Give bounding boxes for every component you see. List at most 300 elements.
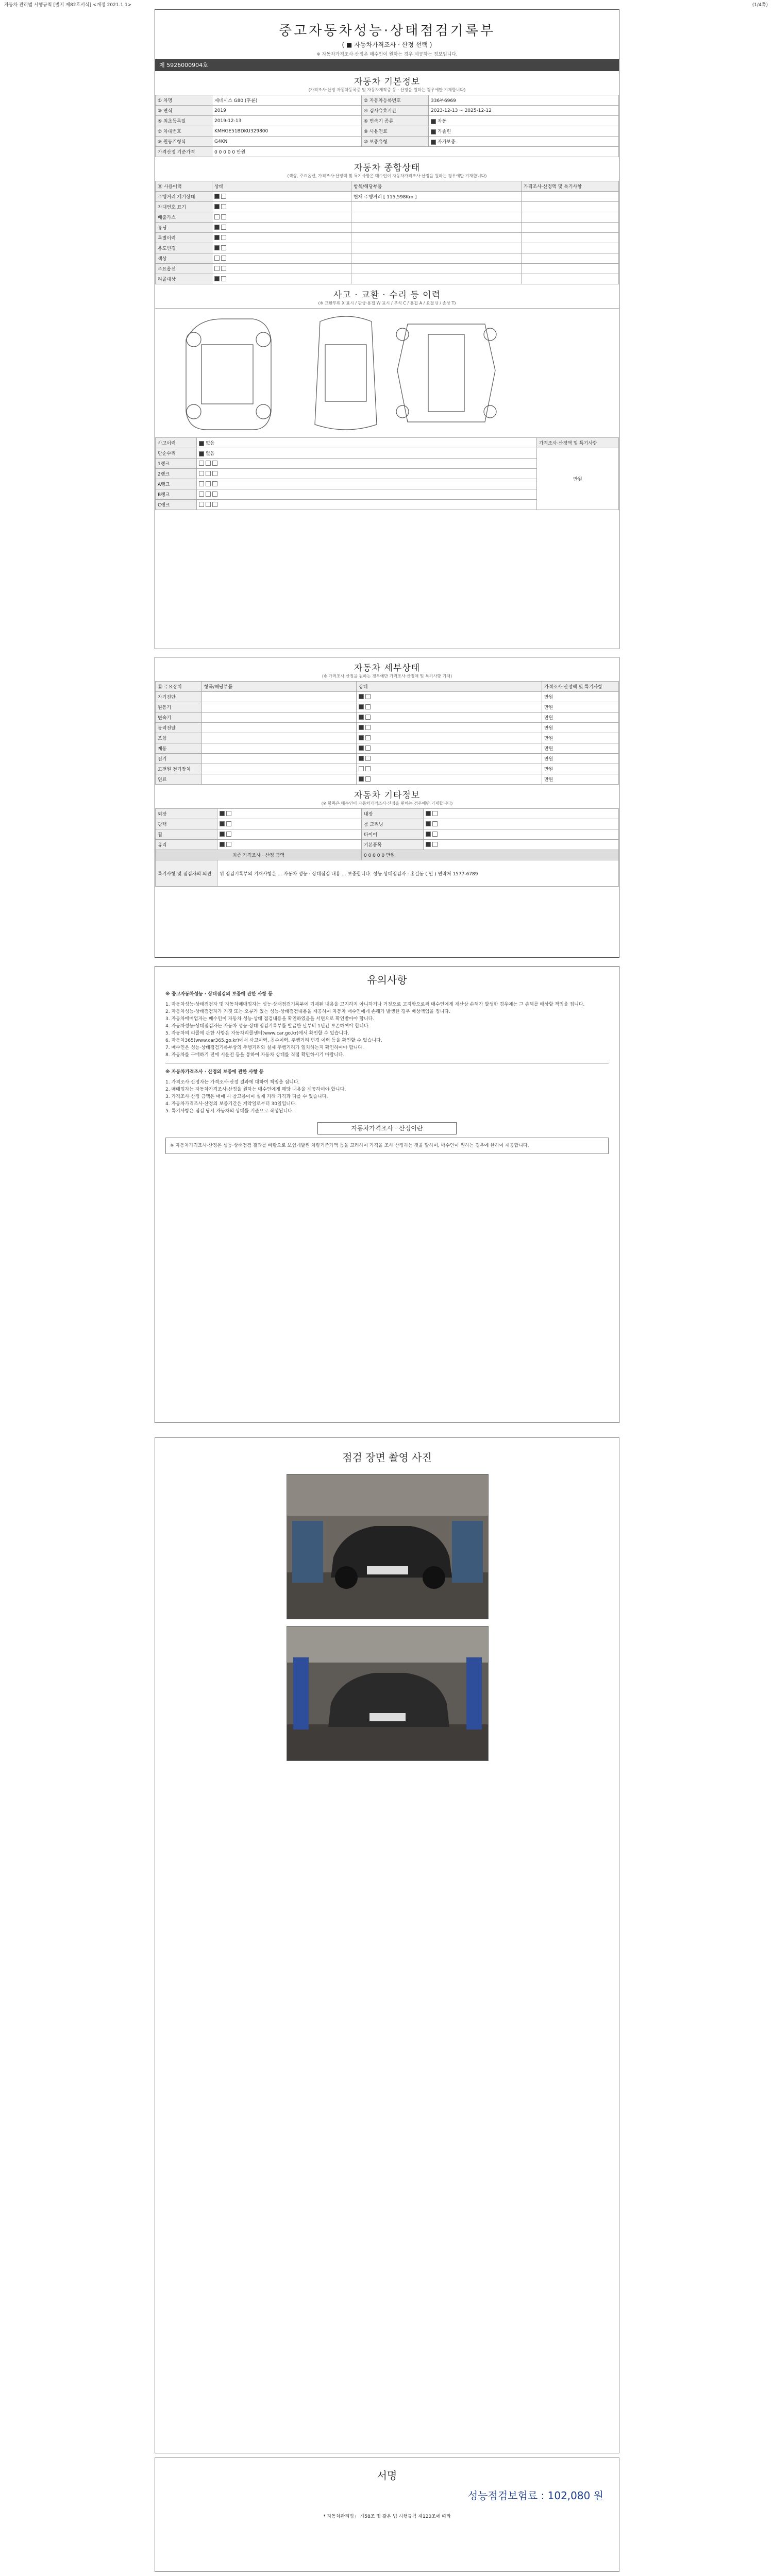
checkbox-icon [221, 214, 226, 219]
table-row [156, 764, 619, 774]
checkbox-icon [220, 832, 225, 837]
checkbox-icon [206, 461, 211, 466]
rank-label: 1랭크 [156, 459, 197, 469]
basic-info-title: 자동차 기본정보 [354, 77, 421, 87]
summary-title: 자동차 종합상태 [354, 163, 421, 173]
detail-price: 만원 [542, 723, 619, 733]
detail-title: 자동차 세부상태 [354, 663, 421, 673]
notice-item: 4. 자동차가격조사·산정의 보증기간은 계약일로부터 30일입니다. [165, 1101, 297, 1107]
detail-part [202, 713, 357, 723]
notice-item: 5. 특기사항은 점검 당시 자동차의 상태를 기준으로 작성됩니다. [165, 1109, 294, 1114]
wheel-icon [484, 328, 496, 341]
checkbox-icon [206, 481, 211, 486]
other-state [217, 829, 362, 840]
notice-item: 1. 가격조사·산정자는 가격조사·산정 결과에 대하여 책임을 집니다. [165, 1080, 300, 1085]
table-row [156, 202, 619, 212]
detail-state [357, 774, 542, 785]
table-row [156, 774, 619, 785]
price-info-text: ※ 자동차가격조사·산정은 성능·상태점검 결과를 바탕으로 보험개발원 차량기준가액 등을 고려하여 가격을 조사·산정하는 것을 말하며, 매수인이 원하는 경우에 한하여 제공합니다. [165, 1138, 609, 1154]
detail-head-3: 상태 [357, 682, 542, 692]
summary-item: 배출가스 [156, 212, 212, 223]
rank-options [197, 469, 537, 479]
document-header [155, 10, 619, 71]
form-header-line [0, 0, 773, 7]
summary-price [522, 243, 619, 253]
summary-item: 용도변경 [156, 243, 212, 253]
table-row [156, 181, 619, 192]
price-basis-label: 가격산정 기준가격 [156, 147, 212, 157]
table-row [156, 743, 619, 754]
checkbox-icon [221, 225, 226, 230]
summary-head-3: 항목/해당부품 [351, 181, 522, 192]
other-item: 휠 [156, 829, 217, 840]
year-value: 2019 [212, 106, 362, 116]
checkbox-icon [220, 842, 225, 847]
inspection-photo-rear [287, 1626, 489, 1761]
plate-label: ② 자동차등록번호 [362, 95, 429, 106]
checkbox-icon [359, 725, 364, 730]
group-electric: 전기 [156, 754, 202, 764]
checkbox-icon [226, 811, 231, 816]
notice-section-2-title: ※ 자동차가격조사 · 산정의 보증에 관한 사항 등 [165, 1070, 264, 1075]
signature-title: 서명 [377, 2469, 397, 2482]
checkbox-icon [226, 842, 231, 847]
detail-price: 만원 [542, 774, 619, 785]
checkbox-icon [199, 471, 204, 476]
table-row [156, 682, 619, 692]
checkbox-icon [221, 204, 226, 209]
document-note: ※ 자동차가격조사·산정은 매수인이 원하는 경우 제공하는 정보입니다. [316, 52, 458, 57]
checkbox-icon [199, 492, 204, 497]
checkbox-icon [206, 471, 211, 476]
checkbox-icon [226, 832, 231, 837]
checkbox-icon [220, 811, 225, 816]
checkbox-icon [365, 725, 371, 730]
transmission-label: ⑥ 변속기 종류 [362, 116, 429, 126]
opinion-text: 위 점검기록부의 기재사항은 ... 자동차 성능 · 상태점검 내용 ... 보증합니다. 성능 상태점검자 : 홍길동 ( 인 ) 연락처 1577-6789 [217, 860, 619, 887]
summary-part [351, 202, 522, 212]
wheel-icon [256, 404, 271, 419]
photo-title: 점검 장면 촬영 사진 [342, 1451, 432, 1464]
checkbox-icon [199, 451, 204, 456]
opinion-label: 특기사항 및 점검자의 의견 [156, 860, 217, 887]
table-row [156, 723, 619, 733]
checkbox-icon [432, 842, 438, 847]
notice-body [155, 991, 619, 1154]
summary-state [212, 253, 351, 264]
car-top-outline [315, 316, 377, 430]
checkbox-icon [365, 715, 371, 720]
detail-state [357, 702, 542, 713]
table-row [156, 819, 619, 829]
rank-options [197, 459, 537, 469]
detail-state [357, 692, 542, 702]
checkbox-icon [206, 502, 211, 507]
detail-head-4: 가격조사·산정액 및 특기사항 [542, 682, 619, 692]
notice-section [155, 966, 619, 1423]
checkbox-icon [359, 766, 364, 771]
summary-state [212, 212, 351, 223]
summary-part [351, 233, 522, 243]
detail-state [357, 713, 542, 723]
detail-price: 만원 [542, 733, 619, 743]
other-info-note: (※ 항목은 매수인이 자동차가격조사·산정을 원하는 경우에만 기재합니다) [321, 801, 453, 806]
rank-options [197, 489, 537, 500]
summary-state [212, 233, 351, 243]
group-powertrain: 동력전달 [156, 723, 202, 733]
notice-item: 5. 자동차의 리콜에 관한 사항은 자동차리콜센터(www.car.go.kr)에서 확인할 수 있습니다. [165, 1031, 349, 1036]
basic-info-table [155, 95, 619, 157]
accident-title: 사고 · 교환 · 수리 등 이력 [333, 290, 441, 300]
summary-table [155, 181, 619, 284]
detail-head-1: ⑫ 주요장치 [156, 682, 202, 692]
rank-options [197, 479, 537, 489]
other-state [424, 809, 619, 819]
checkbox-icon [426, 821, 431, 826]
notice-item: 1. 자동차성능·상태점검자 및 자동차매매업자는 성능·상태점검기록부에 기재된 내용을 고지하지 아니하거나 거짓으로 고지함으로써 매수인에게 재산상 손해가 발생한 경우에는 그 손해를 배상할 책임을 집니다. [165, 1002, 585, 1007]
rank-label: C랭크 [156, 500, 197, 510]
detail-price: 만원 [542, 754, 619, 764]
detail-table [155, 681, 619, 785]
checkbox-icon [365, 694, 371, 699]
checkbox-icon [212, 502, 217, 507]
other-state [424, 829, 619, 840]
checkbox-icon [214, 225, 220, 230]
inspection-photo-front [287, 1474, 489, 1619]
summary-state [212, 264, 351, 274]
summary-item: 주요옵션 [156, 264, 212, 274]
car-photo-image [287, 1475, 488, 1619]
car-frame-outline [397, 324, 495, 422]
summary-head-1: ⑪ 사용이력 [156, 181, 212, 192]
accident-right-head: 가격조사·산정액 및 특기사항 [537, 438, 619, 448]
summary-state [212, 202, 351, 212]
other-item: 타이어 [362, 829, 424, 840]
table-row [156, 126, 619, 137]
summary-price [522, 233, 619, 243]
summary-part [351, 264, 522, 274]
group-steering: 조향 [156, 733, 202, 743]
document-title: 중고자동차성능·상태점검기록부 [279, 23, 495, 39]
other-state [424, 819, 619, 829]
checkbox-icon [214, 204, 220, 209]
summary-item: 특별이력 [156, 233, 212, 243]
notice-item: 2. 매매업자는 자동차가격조사·산정을 원하는 매수인에게 해당 내용을 제공하여야 합니다. [165, 1087, 346, 1092]
checkbox-icon [365, 776, 371, 782]
document-subtitle: ( ■ 자동차가격조사 · 산정 선택 ) [342, 41, 432, 48]
detail-state [357, 764, 542, 774]
group-self-diagnosis: 자기진단 [156, 692, 202, 702]
detail-head-2: 항목/해당부품 [202, 682, 357, 692]
notice-item: 8. 자동차를 구매하기 전에 시운전 등을 통하여 자동차 상태를 직접 확인하시기 바랍니다. [165, 1053, 345, 1058]
checkbox-icon [199, 481, 204, 486]
car-name-label: ① 차명 [156, 95, 212, 106]
checkbox-icon [214, 194, 220, 199]
summary-note: (색상, 주요옵션, 가격조사·산정액 및 특기사항은 매수인이 자동차가격조사·산정을 원하는 경우에만 기재합니다) [287, 174, 487, 178]
table-row [156, 809, 619, 819]
simple-repair-value [197, 448, 537, 459]
detail-part [202, 743, 357, 754]
checkbox-icon [220, 821, 225, 826]
rank-options [197, 500, 537, 510]
checkbox-icon [359, 756, 364, 761]
table-row [156, 264, 619, 274]
detail-part [202, 723, 357, 733]
summary-state [212, 243, 351, 253]
insurance-fee: 성능점검보험료 : 102,080 원 [467, 2489, 603, 2502]
car-left-outline [186, 319, 271, 430]
accident-price: 만원 [537, 448, 619, 510]
notice-item: 3. 가격조사·산정 금액은 매매 시 참고용이며 실제 거래 가격과 다를 수 있습니다. [165, 1094, 328, 1099]
checkbox-icon [226, 821, 231, 826]
summary-item: 튜닝 [156, 223, 212, 233]
summary-part [351, 243, 522, 253]
detail-part [202, 754, 357, 764]
checkbox-icon [212, 481, 217, 486]
first-registration-value: 2019-12-13 [212, 116, 362, 126]
car-diagram-area [155, 308, 619, 437]
wheel-icon [187, 404, 201, 419]
checkbox-icon [365, 766, 371, 771]
summary-item: 리콜대상 [156, 274, 212, 284]
table-row [156, 106, 619, 116]
checkbox-icon [199, 441, 204, 446]
other-info-title: 자동차 기타정보 [354, 790, 421, 801]
detail-state [357, 743, 542, 754]
price-info-bar: 자동차가격조사 · 산정이란 [317, 1122, 457, 1134]
checkbox-icon [221, 266, 226, 271]
checkbox-icon [214, 235, 220, 240]
checkbox-icon [359, 776, 364, 782]
table-row [156, 192, 619, 202]
checkbox-icon [221, 194, 226, 199]
car-frame-inner [428, 334, 464, 412]
transmission-value [429, 116, 619, 126]
other-item: 유리 [156, 840, 217, 850]
accident-history-text: 없음 [206, 441, 215, 446]
vin-label: ⑦ 차대번호 [156, 126, 212, 137]
notice-item: 2. 자동차성능·상태점검자가 거짓 또는 오류가 있는 성능·상태점검내용을 제공하여 자동차 매수인에게 손해가 발생한 경우 배상책임을 집니다. [165, 1009, 450, 1014]
summary-price [522, 212, 619, 223]
notice-item: 7. 매수인은 성능·상태점검기록부상의 주행거리와 실제 주행거리가 일치하는지 확인하여야 합니다. [165, 1045, 364, 1050]
table-row [156, 223, 619, 233]
wheel-icon [396, 328, 409, 341]
legal-footnote: * 자동차관리법」 제58조 및 같은 법 시행규칙 제120조에 따라 [323, 2514, 451, 2519]
table-row [156, 840, 619, 850]
wheel-icon [396, 405, 409, 418]
checkbox-icon [359, 694, 364, 699]
signature-section [155, 2458, 619, 2572]
detail-part [202, 774, 357, 785]
transmission-text: 자동 [438, 119, 447, 124]
table-row [156, 116, 619, 126]
fuel-label: ⑧ 사용연료 [362, 126, 429, 137]
checkbox-icon [365, 745, 371, 751]
warranty-label: ⑩ 보증유형 [362, 137, 429, 147]
table-row [156, 692, 619, 702]
checkbox-icon [426, 832, 431, 837]
checkbox-icon [199, 502, 204, 507]
table-row [156, 448, 619, 459]
summary-price [522, 202, 619, 212]
summary-part [351, 274, 522, 284]
final-price-label: 최종 가격조사 · 산정 금액 [156, 850, 362, 860]
summary-price [522, 274, 619, 284]
group-transmission: 변속기 [156, 713, 202, 723]
table-row [156, 243, 619, 253]
divider [165, 1063, 609, 1064]
summary-price [522, 192, 619, 202]
other-state [217, 840, 362, 850]
engine-value: G4KN [212, 137, 362, 147]
summary-part [351, 223, 522, 233]
summary-head-4: 가격조사·산정액 및 특기사항 [522, 181, 619, 192]
table-row [156, 860, 619, 887]
fuel-value [429, 126, 619, 137]
warranty-value [429, 137, 619, 147]
checkbox-icon [221, 235, 226, 240]
table-row [156, 274, 619, 284]
table-row [156, 850, 619, 860]
checkbox-icon [221, 245, 226, 250]
checkbox-icon [431, 129, 436, 134]
detail-price: 만원 [542, 692, 619, 702]
checkbox-icon [212, 492, 217, 497]
inspection-validity-value: 2023-12-13 ~ 2025-12-12 [429, 106, 619, 116]
table-row [156, 212, 619, 223]
accident-history-value [197, 438, 537, 448]
photo-section [155, 1437, 619, 2453]
notice-item: 4. 자동차성능·상태점검자는 자동차 성능·상태 점검기록부를 발급한 날부터 1년간 보존하여야 합니다. [165, 1024, 370, 1029]
table-row [156, 733, 619, 743]
notice-item: 6. 자동차365(www.car365.go.kr)에서 사고이력, 침수이력, 주행거리 변경 이력 등을 확인할 수 있습니다. [165, 1038, 382, 1043]
accident-history-label: 사고이력 [156, 438, 197, 448]
car-diagram [155, 309, 536, 437]
table-row [156, 702, 619, 713]
inspection-validity-label: ④ 검사유효기간 [362, 106, 429, 116]
table-row [156, 137, 619, 147]
summary-item: 차대번호 표기 [156, 202, 212, 212]
checkbox-icon [432, 811, 438, 816]
other-info-table [155, 808, 619, 887]
car-photo-image [287, 1626, 488, 1760]
rank-label: A랭크 [156, 479, 197, 489]
fuel-text: 가솔린 [438, 129, 451, 134]
checkbox-icon [199, 461, 204, 466]
notice-title: 유의사항 [367, 974, 407, 986]
plate-value: 336부6969 [429, 95, 619, 106]
odometer-value: 현재 주행거리 [ 115,598Km ] [351, 192, 522, 202]
checkbox-icon [426, 842, 431, 847]
checkbox-icon [212, 461, 217, 466]
final-price-value: 0 0 0 0 0 만원 [362, 850, 619, 860]
inspection-page-1 [155, 9, 619, 649]
year-label: ③ 연식 [156, 106, 212, 116]
detail-part [202, 702, 357, 713]
wheel-icon [484, 405, 496, 418]
warranty-text: 자가보증 [438, 140, 456, 145]
group-fuel: 연료 [156, 774, 202, 785]
detail-price: 만원 [542, 702, 619, 713]
form-reference: 자동차 관리법 시행규칙 [별지 제82호서식] <개정 2021.1.1> [4, 3, 132, 8]
detail-state [357, 723, 542, 733]
summary-price [522, 264, 619, 274]
other-item: 룸 크리닝 [362, 819, 424, 829]
document-number: 제 5926000904호 [155, 59, 619, 71]
car-roof [325, 345, 366, 401]
simple-repair-text: 없음 [206, 451, 215, 456]
summary-state [212, 192, 351, 202]
summary-item: 색상 [156, 253, 212, 264]
checkbox-icon [359, 745, 364, 751]
detail-part [202, 692, 357, 702]
checkbox-icon [212, 471, 217, 476]
detail-note: (※ 가격조사·산정을 원하는 경우에만 가격조사·산정액 및 특기사항 기재) [322, 674, 452, 679]
other-state [217, 819, 362, 829]
checkbox-icon [365, 704, 371, 709]
checkbox-icon [214, 256, 220, 261]
vin-value: KMHGE51BDKU329800 [212, 126, 362, 137]
summary-price [522, 223, 619, 233]
checkbox-icon [432, 832, 438, 837]
basic-info-note: (가격조사·산정 자동차등록증 및 자동차제작증 등 · 산정을 원하는 경우에만 기재합니다) [308, 88, 466, 92]
price-basis-value: 0 0 0 0 0 만원 [212, 147, 619, 157]
other-state [424, 840, 619, 850]
detail-part [202, 764, 357, 774]
checkbox-icon [432, 821, 438, 826]
basic-items-label: 기본품목 [362, 840, 424, 850]
page-indicator: (1/4쪽) [752, 3, 768, 8]
checkbox-icon [431, 140, 436, 145]
detail-part [202, 733, 357, 743]
summary-state [212, 274, 351, 284]
notice-section-1-title: ※ 중고자동차성능 · 상태점검의 보증에 관한 사항 등 [165, 992, 273, 997]
accident-note: (※ 교환부위 X 표시 / 판금·용접 W 표시 / 부식 C / 흠집 A / 요철 U / 손상 T) [318, 301, 456, 306]
checkbox-icon [431, 119, 436, 124]
summary-price [522, 253, 619, 264]
group-brake: 제동 [156, 743, 202, 754]
engine-label: ⑨ 원동기형식 [156, 137, 212, 147]
table-row [156, 438, 619, 448]
checkbox-icon [206, 492, 211, 497]
table-row [156, 95, 619, 106]
other-item: 광택 [156, 819, 217, 829]
table-row [156, 233, 619, 243]
checkbox-icon [365, 756, 371, 761]
other-state [217, 809, 362, 819]
table-row [156, 829, 619, 840]
checkbox-icon [365, 735, 371, 740]
checkbox-icon [359, 704, 364, 709]
first-registration-label: ⑤ 최초등록일 [156, 116, 212, 126]
other-item: 외장 [156, 809, 217, 819]
group-engine: 원동기 [156, 702, 202, 713]
inspection-page-2 [155, 657, 619, 958]
table-row [156, 754, 619, 764]
checkbox-icon [214, 266, 220, 271]
other-item: 내장 [362, 809, 424, 819]
table-row [156, 253, 619, 264]
checkbox-icon [214, 245, 220, 250]
group-high-voltage: 고전원 전기장치 [156, 764, 202, 774]
table-row [156, 713, 619, 723]
detail-price: 만원 [542, 713, 619, 723]
summary-state [212, 223, 351, 233]
table-row [156, 147, 619, 157]
summary-item: 주행거리 계기상태 [156, 192, 212, 202]
checkbox-icon [426, 811, 431, 816]
checkbox-icon [214, 276, 220, 281]
